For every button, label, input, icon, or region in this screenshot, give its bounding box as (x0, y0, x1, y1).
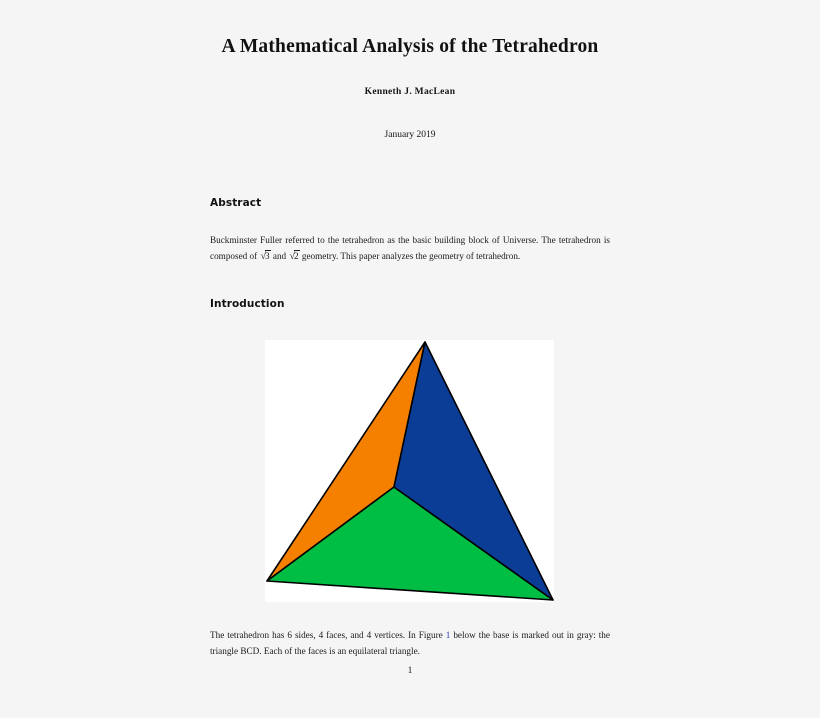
page-title: A Mathematical Analysis of the Tetrahedron (221, 36, 599, 57)
figure-reference-link[interactable]: 1 (445, 630, 451, 640)
abstract-text-part-2: and (270, 250, 289, 261)
introduction-heading: Introduction (210, 298, 285, 310)
abstract-text (210, 233, 610, 264)
tetrahedron-figure (265, 340, 554, 602)
caption-text-part-2: below the base is marked out in gray: the triangle BCD. Each of the faces is an equilateral triangle. (210, 630, 610, 656)
page-number: 1 (407, 666, 413, 676)
caption-text-part-1: The tetrahedron has 6 sides, 4 faces, and 4 vertices. In Figure (210, 630, 446, 640)
sqrt-2-symbol (288, 249, 299, 265)
abstract-heading: Abstract (210, 197, 262, 209)
publication-date: January 2019 (384, 130, 436, 140)
radical-sign: √ (289, 250, 295, 262)
figure-caption (210, 628, 610, 659)
abstract-text-part-3: geometry. This paper analyzes the geometry of tetrahedron. (299, 250, 521, 261)
author-name: Kenneth J. MacLean (364, 87, 456, 97)
radical-sign: √ (260, 250, 266, 262)
radicand-value: 2 (293, 251, 299, 261)
radicand-value: 3 (265, 251, 270, 261)
sqrt-3-symbol (260, 249, 271, 265)
abstract-text-part-1: Buckminster Fuller referred to the tetrahedron as the basic building block of Universe. The tetrahedron is composed of (210, 235, 610, 261)
tetrahedron-svg (265, 340, 554, 602)
